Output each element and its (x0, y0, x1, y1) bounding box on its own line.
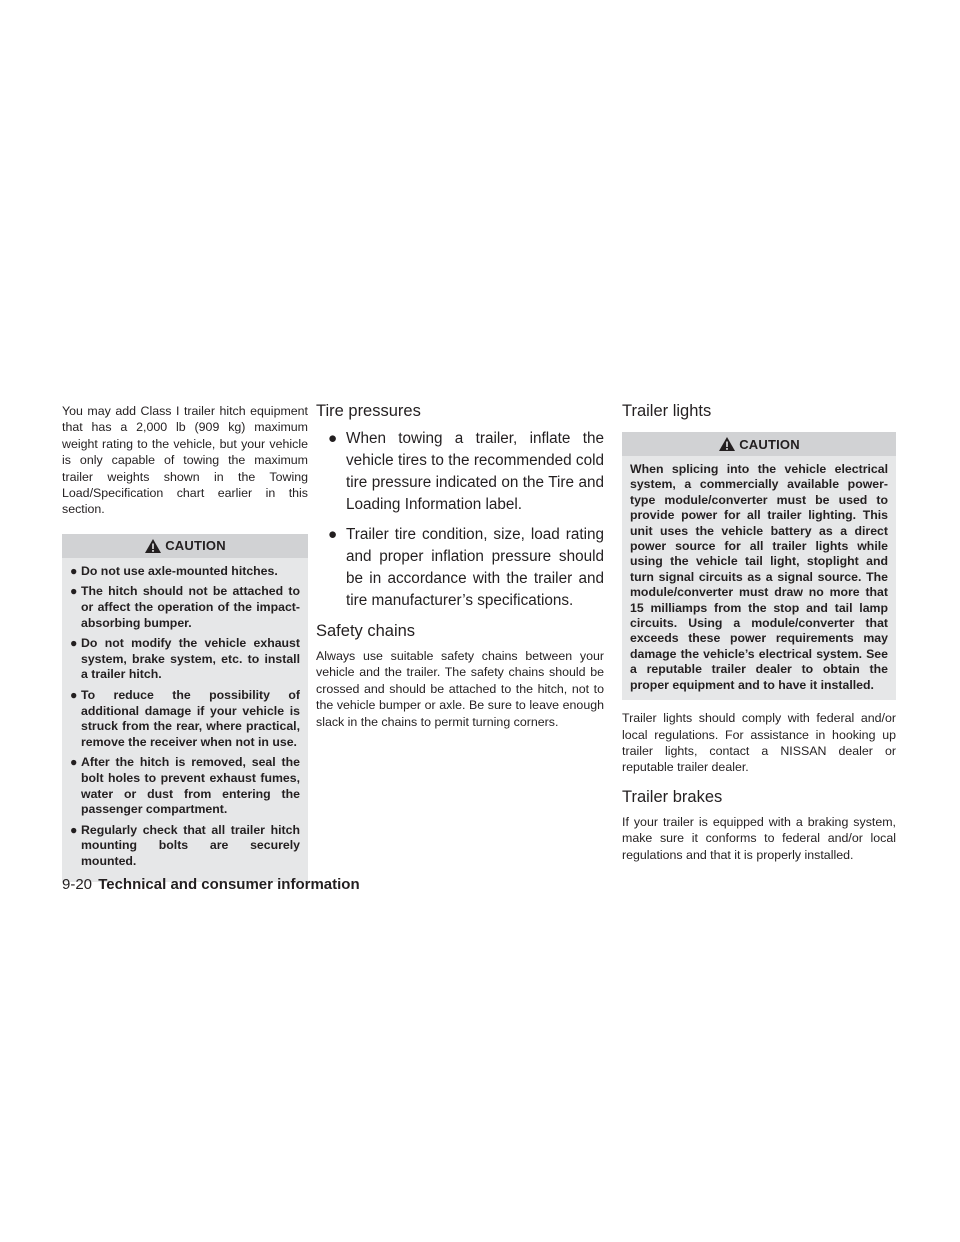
page-number: 9-20 (62, 876, 93, 893)
bullet-icon: ● (70, 688, 78, 702)
section-title: Technical and consumer information (98, 876, 360, 893)
intro-paragraph: You may add Class I trailer hitch equipment that has a 2,000 lb (909 kg) maximum weight rating to the vehicle, but your vehicle is only capable of towing the maximum trailer weights shown in the Towing Load/Specification chart earlier in this section. (62, 404, 308, 517)
caution-header (622, 432, 896, 456)
caution-item: ● Do not use axle-mounted hitches. (70, 563, 278, 578)
trailer-lights-heading: Trailer lights (622, 402, 712, 420)
middle-column (316, 400, 604, 730)
bullet-icon: ● (70, 822, 78, 837)
caution-text: When splicing into the vehicle electrical system, a commercially available power-type module/converter must be used to provide power for all trailer lighting. This unit uses the vehicle battery as a direct power source for all trailer lights while using the vehicle tail light, stoplight and turn signal circuits as a signal source. The module/converter must draw no more that 15 milliamps from the stop and tail lamp circuits. Using a module/converter that exceeds these power requirements may damage the vehicle’s electrical system. See a reputable trailer dealer to obtain the proper equipment and to have it installed. (630, 462, 888, 692)
caution-item: ● Regularly check that all trailer hitch mounting bolts are securely mounted. (70, 822, 300, 868)
caution-list (70, 558, 300, 870)
tire-pressures-list (316, 428, 604, 612)
trailer-brakes-paragraph: If your trailer is equipped with a braking system, make sure it conforms to federal and/or local regulations and that it is properly installed. (622, 814, 896, 862)
caution-title: CAUTION (165, 538, 226, 554)
list-item: ● Trailer tire condition, size, load rating and proper inflation pressure should be in accordance with the trailer and tire manufacturer’s specifications. (328, 526, 604, 609)
left-column (62, 400, 308, 882)
trailer-brakes-heading: Trailer brakes (622, 787, 723, 806)
bullet-icon: ● (328, 430, 338, 447)
bullet-icon: ● (70, 636, 78, 651)
bullet-icon: ● (70, 563, 78, 578)
caution-item: ● Do not modify the vehicle exhaust system, brake system, etc. to install a trailer hitch. (70, 636, 300, 682)
caution-title: CAUTION (739, 436, 800, 452)
safety-chains-paragraph: Always use suitable safety chains between your vehicle and the trailer. The safety chains should be crossed and should be attached to the hitch, not to the vehicle bumper or axle. Be sure to leave enough slack in the chains to permit turning corners. (316, 649, 604, 729)
caution-item: ● After the hitch is removed, seal the bolt holes to prevent exhaust fumes, water or dust from entering the passenger compartment. (70, 755, 300, 817)
list-item: ● When towing a trailer, inflate the vehicle tires to the recommended cold tire pressure indicated on the Tire and Loading Information label. (328, 430, 604, 513)
bullet-icon: ● (70, 755, 78, 770)
warning-triangle-icon (144, 538, 162, 554)
caution-item: ● To reduce the possibility of additional damage if your vehicle is struck from the rear, where practical, remove the receiver when not in use. (70, 688, 300, 749)
safety-chains-heading: Safety chains (316, 622, 416, 640)
caution-header (62, 534, 308, 558)
warning-triangle-icon (718, 436, 736, 452)
page-footer (62, 876, 360, 893)
caution-box-lights (622, 432, 896, 700)
right-column (622, 400, 896, 863)
caution-box-hitch (62, 534, 308, 882)
bullet-icon: ● (328, 526, 338, 543)
trailer-lights-paragraph: Trailer lights should comply with federal and/or local regulations. For assistance in hooking up trailer lights, contact a NISSAN dealer or reputable trailer dealer. (622, 711, 896, 775)
caution-item: ● The hitch should not be attached to or affect the operation of the impact-absorbing bumper. (70, 584, 300, 630)
bullet-icon: ● (70, 584, 78, 599)
tire-pressures-heading: Tire pressures (316, 402, 421, 420)
